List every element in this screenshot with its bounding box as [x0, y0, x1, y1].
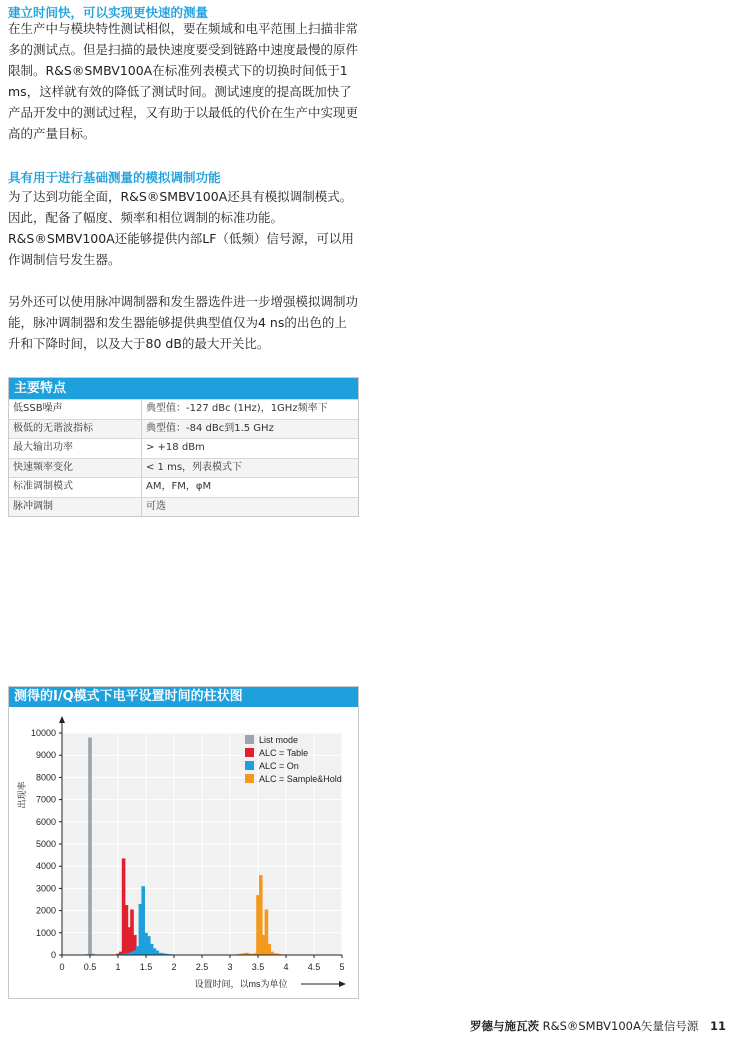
- feature-value: AM，FM，φM: [146, 481, 212, 492]
- legend-swatch: [245, 735, 254, 744]
- histogram-bar: [88, 737, 92, 955]
- y-tick-label: 5000: [35, 839, 56, 849]
- feature-name: 快速频率变化: [9, 459, 142, 478]
- table-row: [9, 477, 358, 497]
- legend-swatch: [245, 761, 254, 770]
- y-tick-label: 3000: [35, 883, 56, 894]
- section-body-pulse-modulation: 另外还可以使用脉冲调制器和发生器选件进一步增强模拟调制功能，脉冲调制器和发生器能够提供典型值仅为4 ns的出色的上升和下降时间，以及大于80 dB的最大开关比。: [8, 294, 359, 351]
- feature-name: 低SSB噪声: [9, 400, 142, 419]
- features-table-rows: [9, 399, 358, 516]
- y-tick-label: 9000: [35, 750, 56, 761]
- x-tick-label: 0: [59, 962, 65, 972]
- x-axis-label: 设置时间，以ms为单位: [194, 979, 288, 989]
- x-tick-label: 3: [227, 962, 233, 972]
- feature-name: 标准调制模式: [9, 478, 142, 497]
- feature-name: 极低的无谐波指标: [9, 420, 142, 439]
- x-tick-label: 2.5: [195, 962, 209, 972]
- y-tick-label: 4000: [35, 861, 56, 872]
- feature-name: 最大输出功率: [9, 439, 142, 458]
- x-tick-label: 1: [115, 962, 121, 972]
- y-axis-label: 出现率: [17, 781, 27, 809]
- feature-value: 典型值：-127 dBc (1Hz)，1GHz频率下: [146, 403, 328, 414]
- section-heading-analog-modulation: 具有用于进行基础测量的模拟调制功能: [8, 170, 221, 185]
- x-tick-label: 5: [339, 962, 345, 972]
- table-row: [9, 438, 358, 458]
- x-tick-label: 4.5: [307, 962, 321, 972]
- legend-swatch: [245, 774, 254, 783]
- features-table-title: 主要特点: [9, 378, 358, 399]
- feature-value: 典型值：-84 dBc到1.5 GHz: [146, 422, 274, 434]
- y-tick-label: 10000: [30, 728, 56, 738]
- y-axis-arrow: [59, 716, 65, 723]
- x-axis-label-arrow: [339, 981, 346, 987]
- x-tick-label: 3.5: [251, 962, 265, 972]
- section-heading-fast-settling: 建立时间快，可以实现更快速的测量: [8, 5, 209, 20]
- legend-swatch: [245, 748, 254, 757]
- y-tick-label: 8000: [35, 772, 56, 783]
- footer-product: R&S®SMBV100A矢量信号源: [542, 1019, 699, 1033]
- table-row: [9, 399, 358, 419]
- feature-name: 脉冲调制: [9, 498, 142, 517]
- features-table: [8, 377, 359, 517]
- legend-label: List mode: [259, 735, 299, 745]
- page-number: 11: [709, 1019, 726, 1033]
- x-tick-label: 4: [283, 962, 289, 972]
- legend-label: ALC = Sample&Hold: [259, 774, 342, 784]
- section-body-fast-settling: 在生产中与模块特性测试相似，要在频域和电平范围上扫描非常多的测试点。但是扫描的最快速度要受到链路中速度最慢的原件限制。R&S®SMBV100A在标准列表模式下的切换时间低于1 ms，这样就有效的降低了测试时间。测试速度的提高既加快了产品开发中的测试过程，又有助于以最低的代价在生产中实现更高的产量目标。: [8, 21, 359, 141]
- feature-value: < 1 ms，列表模式下: [146, 461, 243, 473]
- y-tick-label: 2000: [35, 905, 56, 916]
- legend-label: ALC = Table: [259, 748, 309, 758]
- table-row: [9, 419, 358, 439]
- histogram-figure: [8, 686, 359, 999]
- chart-title: 测得的I/Q模式下电平设置时间的柱状图: [9, 687, 358, 707]
- y-tick-label: 7000: [35, 794, 56, 805]
- x-tick-label: 0.5: [83, 962, 97, 972]
- x-tick-label: 1.5: [139, 962, 153, 972]
- page-footer: [470, 1018, 726, 1034]
- y-tick-label: 6000: [35, 816, 56, 827]
- x-tick-label: 2: [171, 962, 177, 972]
- feature-value: > +18 dBm: [146, 442, 205, 453]
- legend-label: ALC = On: [259, 761, 299, 771]
- table-row: [9, 458, 358, 478]
- footer-brand: 罗德与施瓦茨: [469, 1019, 539, 1033]
- histogram-chart: [9, 708, 358, 998]
- y-tick-label: 1000: [35, 927, 56, 938]
- y-tick-label: 0: [50, 950, 56, 960]
- section-body-analog-modulation: 为了达到功能全面，R&S®SMBV100A还具有模拟调制模式。因此，配备了幅度、频率和相位调制的标准功能。R&S®SMBV100A还能够提供内部LF（低频）信号源，可以用作调制信号发生器。: [8, 189, 354, 267]
- feature-value: 可选: [146, 500, 166, 512]
- table-row: [9, 497, 358, 517]
